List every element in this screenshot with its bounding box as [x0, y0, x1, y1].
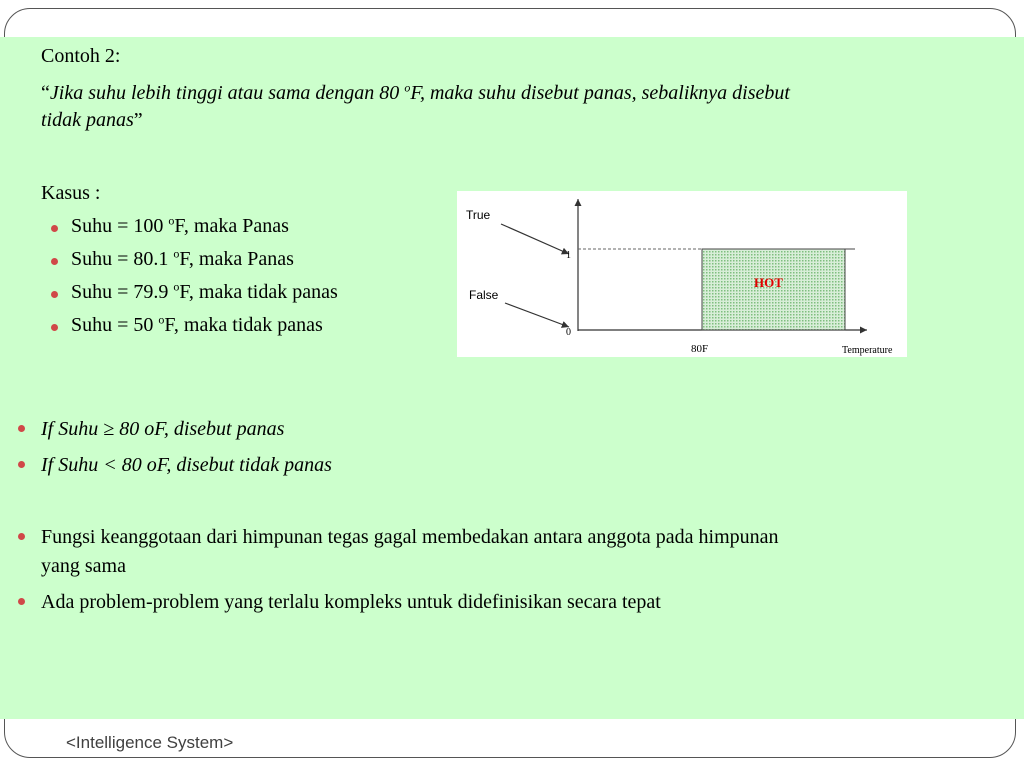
- crisp-set-diagram: [457, 191, 907, 357]
- case-item: [71, 247, 294, 271]
- quote-text-a: Jika suhu lebih tinggi atau sama dengan 80: [49, 82, 405, 104]
- case-bullet: [51, 324, 58, 331]
- quote-line-2: [41, 108, 143, 132]
- case-bullet: [51, 258, 58, 265]
- case-text: Suhu = 50: [71, 314, 159, 336]
- false-pointer: [505, 303, 569, 327]
- false-label: False: [469, 288, 499, 302]
- case-text: Suhu = 80.1: [71, 248, 174, 270]
- note-bullet: [18, 598, 25, 605]
- case-bullet: [51, 225, 58, 232]
- case-bullet: [51, 291, 58, 298]
- rule-item: If Suhu < 80 oF, disebut tidak panas: [41, 454, 332, 476]
- case-degree: o: [168, 213, 175, 228]
- note-bullet: [18, 533, 25, 540]
- y-tick-one: 1: [566, 250, 571, 261]
- note-item-line1: Ada problem-problem yang terlalu kompleks untuk didefinisikan secara tepat: [41, 591, 661, 613]
- content-panel: [0, 37, 1024, 719]
- case-item: [71, 313, 323, 337]
- quote-open-mark: “: [41, 82, 50, 104]
- rule-bullet: [18, 425, 25, 432]
- slide-heading: Contoh 2:: [41, 45, 121, 67]
- quote-degree: o: [404, 80, 411, 95]
- y-tick-zero: 0: [566, 327, 571, 338]
- case-degree: o: [173, 246, 180, 261]
- case-result: F, maka Panas: [174, 215, 289, 237]
- quote-text-c: tidak panas: [41, 109, 134, 131]
- true-label: True: [466, 208, 491, 222]
- case-item: [71, 214, 289, 238]
- kasus-label: Kasus :: [41, 182, 101, 204]
- true-pointer: [501, 224, 569, 254]
- note-item-line1: Fungsi keanggotaan dari himpunan tegas gagal membedakan antara anggota pada himpunan: [41, 526, 779, 548]
- note-item-line2: yang sama: [41, 555, 126, 577]
- case-item: [71, 280, 338, 304]
- case-text: Suhu = 100: [71, 215, 169, 237]
- case-result: F, maka tidak panas: [179, 281, 338, 303]
- x-threshold-label: 80F: [691, 343, 709, 355]
- case-degree: o: [173, 279, 180, 294]
- quote-text-b: F, maka suhu disebut panas, sebaliknya disebut: [410, 82, 790, 104]
- case-result: F, maka tidak panas: [164, 314, 323, 336]
- diagram-svg: [457, 191, 907, 357]
- case-result: F, maka Panas: [179, 248, 294, 270]
- hot-label: HOT: [754, 275, 783, 290]
- slide-footer: <Intelligence System>: [66, 733, 234, 752]
- case-degree: o: [158, 312, 165, 327]
- quote-line-1: [41, 81, 790, 105]
- rule-item: If Suhu ≥ 80 oF, disebut panas: [41, 418, 285, 440]
- rule-bullet: [18, 461, 25, 468]
- case-text: Suhu = 79.9: [71, 281, 174, 303]
- x-axis-label: Temperature: [842, 345, 893, 356]
- quote-close-mark: ”: [133, 109, 143, 131]
